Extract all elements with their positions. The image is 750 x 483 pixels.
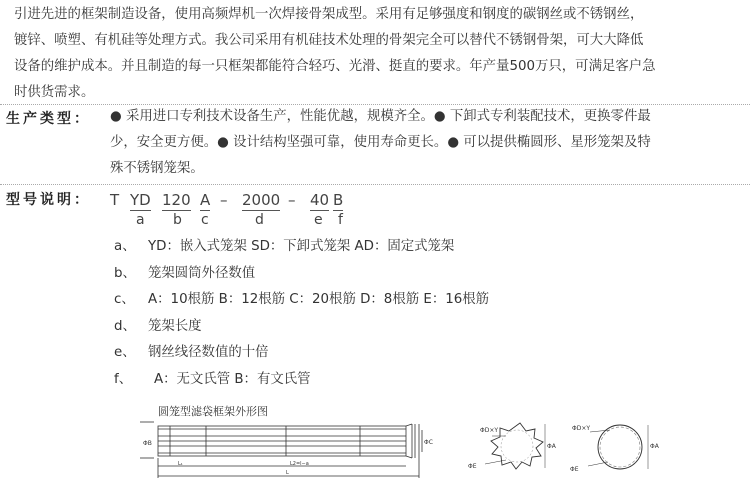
model-token-d bbox=[242, 191, 280, 211]
legend-value: A：10根筋 B：12根筋 C：20根筋 D：8根筋 E：16根筋 bbox=[148, 292, 490, 308]
end-cap bbox=[406, 424, 412, 426]
model-letter: c bbox=[201, 212, 209, 228]
legend-value: 笼架圆筒外径数值 bbox=[148, 265, 256, 281]
dim-label-phi-b: ΦB bbox=[143, 440, 152, 447]
dim-label-phi-dxy: ΦD×Y bbox=[480, 427, 499, 434]
model-letter: a bbox=[136, 212, 145, 228]
model-token-dash bbox=[288, 191, 296, 209]
intro-line: 镀锌、喷塑、有机硅等处理方式。我公司采用有机硅技术处理的骨架完全可以替代不锈钢骨架，可大大降低 bbox=[14, 33, 644, 48]
production-line: 殊不锈钢笼架。 bbox=[110, 161, 204, 176]
model-token-prefix bbox=[110, 191, 119, 209]
model-token-text: 120 bbox=[162, 191, 191, 209]
model-token-b bbox=[162, 191, 191, 211]
legend-value: A：无文氏管 B：有文氏管 bbox=[154, 371, 311, 387]
legend-row bbox=[114, 261, 489, 288]
dim-label-phi-dxy: ΦD×Y bbox=[572, 425, 591, 432]
legend-value: YD：嵌入式笼架 SD：下卸式笼架 AD：固定式笼架 bbox=[148, 239, 455, 254]
dim-label-l: L bbox=[286, 470, 289, 476]
legend-row bbox=[114, 340, 489, 367]
legend-key: e、 bbox=[114, 345, 136, 361]
model-token-text: A bbox=[200, 191, 211, 209]
legend-key: a、 bbox=[114, 239, 136, 254]
end-cap bbox=[406, 456, 412, 458]
intro-line: 引进先进的框架制造设备，使用高频焊机一次焊接骨架成型。采用有足够强度和钢度的碳钢丝或不锈钢丝， bbox=[14, 7, 644, 22]
dim-label-phi-a: ΦA bbox=[547, 443, 556, 450]
model-token-e bbox=[310, 191, 329, 211]
divider bbox=[0, 184, 750, 185]
dim-label-phi-e: ΦE bbox=[468, 463, 477, 470]
legend-row bbox=[114, 287, 489, 314]
legend-value: 笼架长度 bbox=[148, 318, 202, 334]
model-letter: e bbox=[314, 212, 323, 228]
intro-paragraph bbox=[14, 2, 740, 106]
model-legend bbox=[114, 234, 489, 394]
legend-key: f、 bbox=[114, 371, 133, 387]
model-token-text: T bbox=[110, 191, 120, 209]
legend-value: 钢丝线径数值的十倍 bbox=[148, 345, 269, 361]
production-type-body bbox=[110, 104, 740, 182]
model-token-text: – bbox=[220, 191, 228, 209]
production-line: 少，安全更方便。● 设计结构坚强可靠，使用寿命更长。● 可以提供椭圆形、星形笼架及特 bbox=[110, 135, 651, 150]
star-inner-circle bbox=[501, 430, 533, 462]
figure-title: 圆笼型滤袋框架外形图 bbox=[158, 405, 268, 418]
model-letter: b bbox=[173, 212, 182, 228]
model-token-f bbox=[333, 191, 343, 211]
model-token-text: B bbox=[333, 191, 344, 209]
model-token-text: 40 bbox=[310, 191, 330, 209]
model-token-dash bbox=[220, 191, 228, 209]
dim-label-phi-c: ΦC bbox=[424, 439, 433, 446]
legend-row bbox=[114, 314, 489, 341]
production-type-label: 生产类型： bbox=[6, 111, 91, 127]
production-line: ● 采用进口专利技术设备生产，性能优越，规模齐全。● 下卸式专利装配技术，更换零件最 bbox=[110, 109, 651, 124]
legend-key: d、 bbox=[114, 318, 136, 334]
model-token-text: YD bbox=[130, 191, 151, 209]
round-outline bbox=[598, 425, 642, 469]
model-spec-label: 型号说明： bbox=[6, 192, 91, 208]
dim-label-phi-e: ΦE bbox=[570, 466, 579, 473]
legend-key: c、 bbox=[114, 292, 135, 308]
side-view bbox=[140, 422, 422, 478]
model-letter: f bbox=[338, 212, 343, 228]
dim-label-phi-a: ΦA bbox=[650, 443, 659, 450]
model-token-c bbox=[200, 191, 210, 211]
intro-line: 时供货需求。 bbox=[14, 85, 95, 100]
legend-key: b、 bbox=[114, 265, 136, 281]
dim-label-l2: L2=l−a bbox=[290, 461, 309, 467]
dim-line bbox=[590, 430, 610, 432]
model-token-text: 2000 bbox=[242, 191, 281, 209]
model-letter: d bbox=[255, 212, 264, 228]
round-wires bbox=[600, 427, 640, 467]
intro-line: 设备的维护成本。并且制造的每一只框架都能符合轻巧、光滑、挺直的要求。年产量500万只，可满足客户急 bbox=[14, 59, 656, 74]
model-token-a bbox=[130, 191, 151, 211]
round-cross-section bbox=[588, 425, 648, 469]
dim-line bbox=[588, 462, 608, 466]
cage-drawing bbox=[140, 416, 680, 482]
legend-row bbox=[114, 234, 489, 261]
dim-line bbox=[485, 460, 506, 464]
dim-label-l1: L₁ bbox=[178, 461, 183, 467]
model-token-text: – bbox=[288, 191, 296, 209]
legend-row bbox=[114, 367, 489, 394]
